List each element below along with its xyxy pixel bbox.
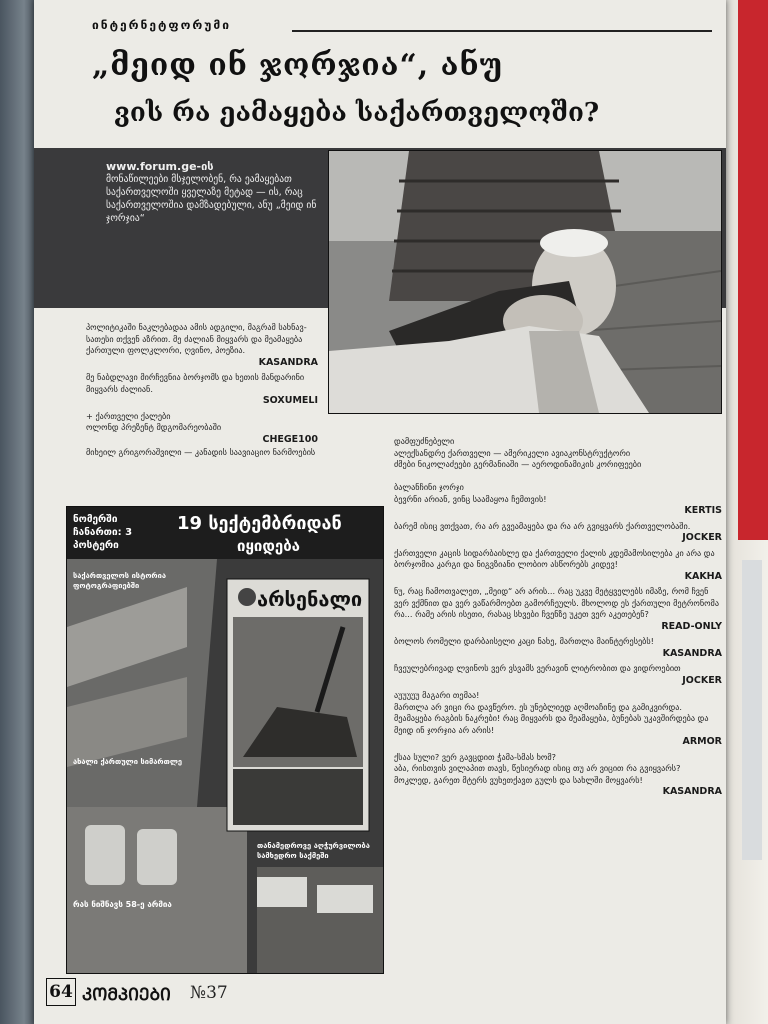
- issue-number: №37: [190, 983, 228, 1003]
- post-author: KASANDRA: [662, 786, 722, 797]
- post-text: მე ნაბდლავი მირჩევნია ბორჯომს და ხეთის მანდარინი მიყვარს ძალიან.: [86, 372, 305, 394]
- post: [394, 663, 722, 686]
- post-text: + ქართველი ქალები ოლონდ პრეზენტ მდგომარეობაში: [86, 410, 222, 432]
- left-column: [86, 322, 318, 459]
- ad-blurb-3: თანამედროვე აღჭურვილობა სამხედრო საქმეში: [257, 841, 370, 860]
- photo-illustration: [329, 151, 721, 413]
- post-author: JOCKER: [682, 674, 722, 686]
- post-author: KERTIS: [684, 505, 722, 516]
- photo-man-drinking: [328, 150, 722, 414]
- ad-magazine-title: არსენალი: [257, 587, 363, 611]
- post-text: ბარემ ისიც ვთქვათ, რა არ გვეამაყება და რა არ გვიყვარს ქართველობაში.: [394, 520, 691, 531]
- post-author: KASANDRA: [258, 356, 318, 368]
- post-text: ბოლოს რომელი დარბაისელი კაცი ნახე, მართლა მაინტერესებს!: [394, 636, 654, 646]
- post: [394, 636, 722, 659]
- intro-text: მონაწილეები მსჯელობენ, რა ეამაყებათ საქართველოში ყველაზე მეტად — ის, რაც საქართველოშია დამზადებული, ანუ „მეიდ ინ ჯორჯია“: [106, 174, 317, 224]
- post: [394, 752, 722, 798]
- post-author: KASANDRA: [662, 647, 722, 659]
- post-author: READ-ONLY: [661, 620, 722, 632]
- post-text: ჩვეულებრივად ლვინოს ვერ ვსვამს ვერავინ ლიტრობით და ვიდროებით: [394, 663, 681, 673]
- post-author: SOXUMELI: [262, 395, 318, 406]
- arsenali-advertisement: [66, 506, 384, 974]
- ad-badge: ნომერში ჩანართი: 3 პოსტერი: [73, 514, 133, 551]
- headline-line1: „მეიდ ინ ჯორჯია“, ანუ: [92, 48, 504, 83]
- post-text: ქართველი კაცის სიდარბაისლე და ქართველი ქალის კდემამოსილება კი არა და ბორჯომია კარგი და ნიგვზიანი ლობიო ასწორებს კიდევ!: [394, 547, 715, 569]
- post-author: KAKHA: [684, 570, 722, 582]
- ad-date: 19 სექტემბრიდან: [177, 513, 342, 534]
- ad-blurb-1: საქართველოს ისტორია ფოტოგრაფიებში: [73, 571, 166, 590]
- ad-sale: იყიდება: [237, 537, 300, 555]
- post-text: პოლიტიკაში ნაკლებადაა ამის ადგილი, მაგრამ სახნავ-სათესი თქვენ აზრით. მე ძალიან მიყვარს და მეამაყება ქართული ფოლკლორი, ღვინო, პოეზია.: [86, 322, 307, 355]
- post: [394, 436, 722, 517]
- page-number: 64: [46, 978, 76, 1006]
- section-label: ინტერნეტფორუმი: [92, 18, 231, 32]
- intro-block: [106, 160, 326, 225]
- post: [394, 548, 722, 583]
- post: [86, 447, 318, 459]
- post: [394, 521, 722, 544]
- right-column: [394, 436, 722, 798]
- post-text: ნუ, რაც ჩამოთვალეთ, „მეიდ“ არ არის... რაც უკვე მეტყველებს იმაზე, რომ ჩვენ ვერ ვქმნით და ვერ ვაწარმოებთ გამორჩეულს. მხოლოდ ეს ქართული მეტრონომა რა... რამე არის ისეთი, რასაც სხვები ჩვენზე უკეთ ვერ აკეთებენ?: [394, 586, 719, 619]
- post-author: ARMOR: [682, 736, 722, 747]
- headline-line2: ვის რა ეამაყება საქართველოში?: [114, 98, 600, 128]
- forum-site: www.forum.ge-ის: [106, 160, 214, 173]
- background-right: [720, 0, 768, 1024]
- post: [86, 372, 318, 407]
- magazine-page: [34, 0, 726, 1024]
- post-text: ქსაა სული? ვერ გავცდით ჭამა-სმას ხომ? აბა, რისთვის ვილაპით თავს, წესიერად ისიც თუ არ ვიცით რა გვიყვარს? მოკლედ, გარეთ მტერს ვუხეთქავთ გულს და სახლში მოყვარს!: [394, 751, 681, 785]
- post-text: აუუუუუ მაგარი თემაა! მართლა არ ვიცი რა დავწერო. ეს უნებლიედ აღმოაჩინე და გამიკვირდა. მეამაყება რაგბის ნაკრები! რაც მიყვარს და მეამაყება, ბუნებას უკავშირდება და მეიდ ინ ჯორჯია არ არის!: [394, 690, 709, 735]
- post-author: CHEGE100: [262, 433, 318, 445]
- post-text: დამფუძნებელი ალექსანდრე ქართველი — ამერიკელი ავიაკონსტრუქტორი ძმები ნიკოლაძეები გერმანიაში — აეროდინამიკის კორიფეები ბალანჩინი ჯორჯი ბევრნი არიან, ვინც საამაყოა ჩემთვის!: [394, 436, 642, 504]
- post: [86, 322, 318, 368]
- post-author: JOCKER: [682, 532, 722, 543]
- ad-blurb-4: რას ნიშნავს 58-ე არმია: [73, 900, 172, 909]
- post-text: მიხეილ გრიგორაშვილი — კანადის საავიაციო ნარმოების: [86, 447, 316, 457]
- post: [394, 586, 722, 632]
- header-rule: [292, 30, 712, 32]
- red-strip: [738, 0, 768, 540]
- post: [86, 411, 318, 446]
- magazine-name: ᲙᲝᲛᲞᲘᲔᲑᲘ: [82, 985, 171, 1005]
- grey-strip: [742, 560, 762, 860]
- ad-blurb-2: ახალი ქართული სიმართლე: [73, 757, 183, 766]
- post: [394, 690, 722, 748]
